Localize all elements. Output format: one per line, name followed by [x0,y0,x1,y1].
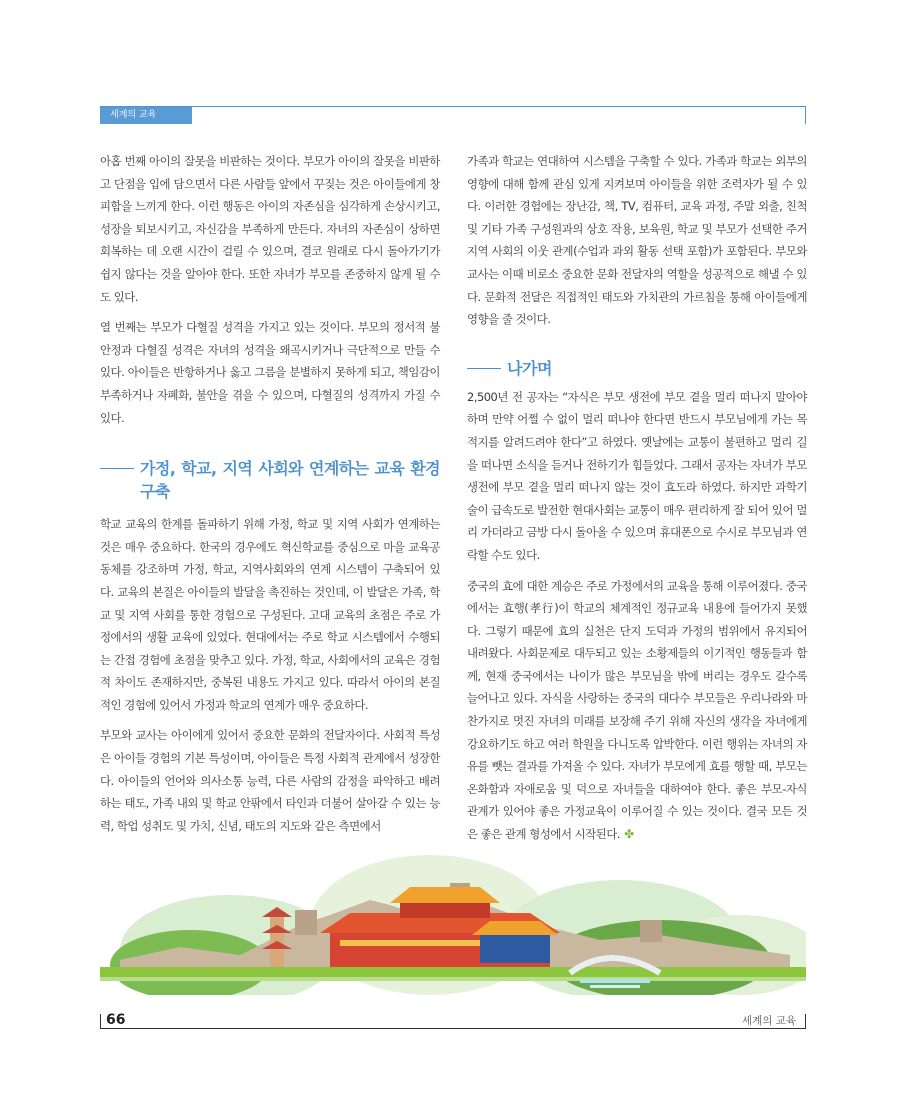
footer-rule-end [805,1014,806,1029]
paragraph: 학교 교육의 한계를 돌파하기 위해 가정, 학교 및 지역 사회가 연계하는 것은 매우 중요하다. 한국의 경우에도 혁신학교를 중심으로 마을 교육공동체를 강조하며 가정, 학교, 지역사회와의 연계 시스템이 구축되어 있다. 교육의 본질은 아이들의 발달을 촉진하는 것인데, 이 발달은 가족, 학교 및 지역 사회를 통한 경험으로 구성된다. 고대 교육의 초점은 주로 가정에서의 생활 교육에 있었다. 현대에서는 주로 학교 시스템에서 수행되는 간접 경험에 초점을 맞추고 있다. 가정, 학교, 사회에서의 교육은 경험적 차이도 존재하지만, 중복된 내용도 가지고 있다. 따라서 아이의 본질적인 경험에 있어서 가정과 학교의 연계가 매우 중요하다. [100,517,440,712]
paragraph: 부모와 교사는 아이에게 있어서 중요한 문화의 전달자이다. 사회적 특성은 아이들 경험의 기본 특성이며, 아이들은 특정 사회적 관계에서 성장한다. 아이들의 언어와 의사소통 능력, 다른 사람의 감정을 파악하고 배려하는 태도, 가족 내외 및 학교 안팎에서 타인과 더불어 살아갈 수 있는 능력, 학업 성취도 및 가치, 신념, 태도의 지도와 같은 측면에서 [100,728,440,833]
paragraph: 가족과 학교는 연대하여 시스템을 구축할 수 있다. 가족과 학교는 외부의 영향에 대해 함께 관심 있게 지켜보며 아이들을 위한 조력자가 될 수 있다. 이러한 경험에는 장난감, 책, TV, 컴퓨터, 교육 과정, 주말 외출, 친척 및 기타 가족 구성원과의 상호 작용, 보육원, 학교 및 부모가 선택한 주거 지역 사회의 이웃 관계(수업과 과외 활동 선택 포함)가 포함된다. 부모와 교사는 이때 비로소 중요한 문화 전달자의 역할을 성공적으로 해낼 수 있다. 문화적 전달은 직접적인 태도와 가치관의 가르침을 통해 아이들에게 영향을 줄 것이다. [467,154,807,327]
section-heading [100,457,440,503]
paragraph: 아홉 번째 아이의 잘못을 비판하는 것이다. 부모가 아이의 잘못을 비판하고 단점을 입에 담으면서 다른 사람들 앞에서 꾸짖는 것은 아이들에게 창피함을 느끼게 한다. 이런 행동은 아이의 자존심을 심각하게 손상시키고, 성장을 퇴보시키고, 자신감을 부족하게 만든다. 자녀의 자존심이 상하면 회복하는 데 오랜 시간이 걸릴 수 있으며, 결코 원래로 다시 돌아가기가 쉽지 않다는 것을 알아야 한다. 또한 자녀가 부모를 존중하지 않게 될 수도 있다. [100,154,440,304]
header-rule-end [805,106,806,124]
paragraph: 열 번째는 부모가 다혈질 성격을 가지고 있는 것이다. 부모의 정서적 불안정과 다혈질 성격은 자녀의 성격을 왜곡시키거나 극단적으로 만들 수 있다. 아이들은 반항하거나 옳고 그름을 분별하지 못하게 되고, 책임감이 부족하거나 자폐화, 불안을 겪을 수 있으며, 다혈질의 성격까지 가질 수 있다. [100,320,440,425]
paragraph-text: 중국의 효에 대한 계승은 주로 가정에서의 교육을 통해 이루어졌다. 중국에서는 효행(孝行)이 학교의 체계적인 정규교육 내용에 들어가지 못했다. 그렇기 때문에 효의 실천은 단지 도덕과 가정의 범위에서 유지되어 내려왔다. 사회문제로 대두되고 있는 소황제들의 이기적인 행동들과 함께, 현재 중국에서는 나이가 많은 부모님을 밖에 버리는 경우도 갈수록 늘어나고 있다. 자식을 사랑하는 중국의 대다수 부모들은 우리나라와 마찬가지로 멋진 자녀의 미래를 보장해 주기 위해 자신의 생각을 자녀에게 강요하기도 하고 여러 학원을 다니도록 압박한다. 이런 행위는 자녀의 자유를 뺏는 결과를 가져올 수 있다. 자녀가 부모에게 효를 행할 때, 부모는 온화함과 자애로움 및 덕으로 자녀들을 대하여야 한다. 좋은 부모-자식 관계가 있어야 좋은 가정교육이 이루어질 수 있는 것이다. 결국 모든 것은 좋은 관계 형성에서 시작된다. [467,578,807,842]
footer-title: 세계의 교육 [741,1015,796,1027]
paragraph [467,575,807,846]
header-rule [100,106,806,107]
section-heading [467,357,807,380]
clover-icon: ✤ [624,827,634,842]
page-number: 66 [106,1012,126,1028]
footer-rule [100,1028,806,1029]
left-column [100,150,440,845]
chinese-landscape-illustration [100,855,806,995]
section-heading-text: 나가며 [507,358,553,378]
heading-dash [467,368,501,369]
paragraph: 2,500년 전 공자는 “자식은 부모 생전에 부모 곁을 멀리 떠나지 말아야 하며 만약 어쩔 수 없이 멀리 떠나야 한다면 반드시 부모님에게 가는 목적지를 알려드려야 한다”고 하였다. 옛날에는 교통이 불편하고 멀리 길을 떠나면 소식을 듣거나 전하기가 힘들었다. 그래서 공자는 자녀가 부모 생전에 부모 곁을 멀리 떠나지 않는 것이 효도라 하였다. 하지만 과학기술이 급속도로 발전한 현대사회는 교통이 매우 편리하게 잘 되어 있어 멀리 가더라고 금방 다시 돌아올 수 있으며 휴대폰으로 수시로 부모님과 연락할 수도 있다. [467,389,807,562]
section-tab: 세계의 교육 [100,107,192,124]
heading-dash [100,468,134,469]
footer-rule-start [100,1014,101,1029]
right-column [467,150,807,854]
section-heading-text: 가정, 학교, 지역 사회와 연계하는 교육 환경 구축 [140,459,440,502]
